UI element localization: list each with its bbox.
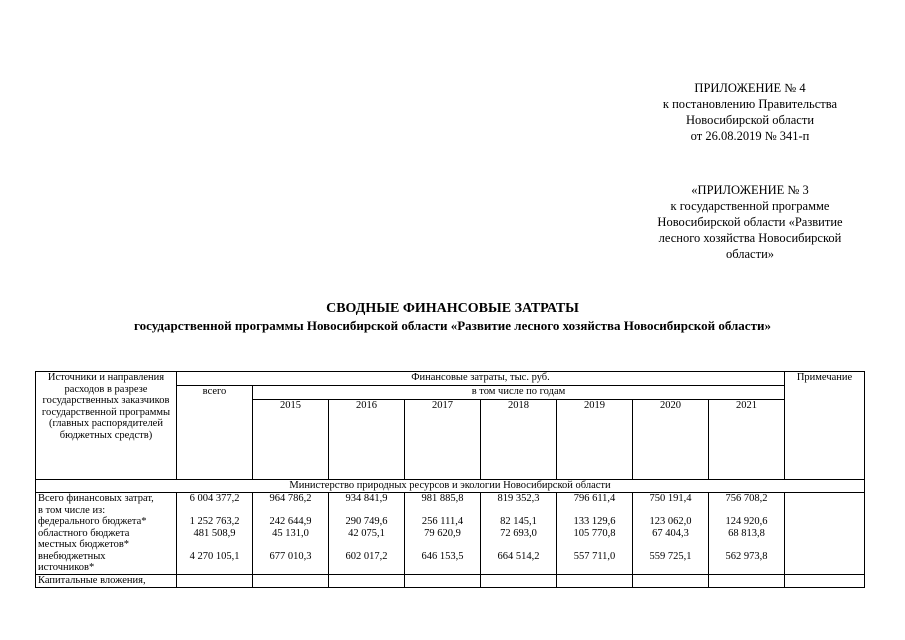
appendix-3-line: к государственной программе [670,199,830,213]
year-column [405,493,481,575]
value-cell: 68 813,8 [728,527,765,539]
value-cell: 557 711,0 [573,550,616,562]
appendix-4-line: к постановлению Правительства [662,97,838,111]
table-row [36,574,865,587]
table-row [36,493,865,575]
value-cell: 796 611,4 [573,493,616,504]
note-cell [785,493,865,575]
year-column [481,493,557,575]
value-cell: 602 017,2 [345,550,388,562]
appendix-4-block [600,80,900,144]
appendix-4-line: от 26.08.2019 № 341-п [690,129,810,143]
value-cell: 290 749,6 [345,516,388,527]
header-costs: Финансовые затраты, тыс. руб. [177,372,785,386]
value-cell: 559 725,1 [649,550,692,562]
value-cell: 124 920,6 [725,516,768,527]
document-title [0,300,905,334]
header-total: всего [177,386,253,480]
section-row: Министерство природных ресурсов и экологии Новосибирской области [36,480,865,493]
row-label: областного бюджета [38,527,130,539]
value-cell: 42 075,1 [348,527,385,539]
year-column [329,493,405,575]
row-label: в том числе из: [38,504,106,516]
value-cell: 664 514,2 [497,550,540,562]
header-note: Примечание [785,372,865,480]
appendix-4-line: ПРИЛОЖЕНИЕ № 4 [694,81,806,95]
year-column [253,493,329,575]
appendix-3-line: лесного хозяйства Новосибирской [658,231,842,245]
total-column [177,493,253,575]
value-cell: 79 620,9 [424,527,461,539]
value-cell: 646 153,5 [421,550,464,562]
header-source: Источники и направления расходов в разрезе государственных заказчиков государственной программы (главных распорядителей бюджетных средств) [36,372,177,480]
header-year: 2021 [709,400,785,480]
value-cell: 67 404,3 [652,527,689,539]
year-column [633,493,709,575]
value-cell: 819 352,3 [497,493,540,504]
appendix-3-line: Новосибирской области «Развитие [657,215,843,229]
value-cell: 123 062,0 [649,516,692,527]
financial-costs-table [35,371,865,588]
value-cell: 105 770,8 [573,527,616,539]
appendix-3-line: области» [725,247,775,261]
value-cell: 677 010,3 [269,550,312,562]
title-main: СВОДНЫЕ ФИНАНСОВЫЕ ЗАТРАТЫ [326,301,579,316]
row-label: источников* [38,562,95,573]
header-year: 2020 [633,400,709,480]
header-year: 2015 [253,400,329,480]
value-cell: 133 129,6 [573,516,616,527]
value-cell: 256 111,4 [421,516,464,527]
value-cell: 4 270 105,1 [189,550,240,562]
value-cell: 562 973,8 [725,550,768,562]
value-cell: 72 693,0 [500,527,537,539]
header-year: 2019 [557,400,633,480]
header-year: 2018 [481,400,557,480]
value-cell: 45 131,0 [272,527,309,539]
row-label: федерального бюджета* [38,516,147,527]
row-label: внебюджетных [38,550,106,562]
value-cell: 756 708,2 [725,493,768,504]
value-cell: 481 508,9 [193,527,236,539]
appendix-3-line: «ПРИЛОЖЕНИЕ № 3 [691,183,809,197]
value-cell: 242 644,9 [269,516,312,527]
header-by-years: в том числе по годам [253,386,785,400]
value-cell: 750 191,4 [649,493,692,504]
year-column [709,493,785,575]
appendix-4-line: Новосибирской области [685,113,815,127]
value-cell: 1 252 763,2 [189,516,240,527]
year-column [557,493,633,575]
value-cell: 6 004 377,2 [189,493,240,504]
row-label: местных бюджетов* [38,539,130,550]
value-cell: 934 841,9 [345,493,388,504]
value-cell: 964 786,2 [269,493,312,504]
appendix-3-block [600,182,900,262]
value-cell: 981 885,8 [421,493,464,504]
row-label: Капитальные вложения, [36,574,177,587]
header-year: 2016 [329,400,405,480]
header-year: 2017 [405,400,481,480]
row-labels [36,493,177,575]
value-cell: 82 145,1 [500,516,537,527]
row-label: Всего финансовых затрат, [38,493,154,504]
title-subtitle: государственной программы Новосибирской области «Развитие лесного хозяйства Новосибирской области» [134,318,771,333]
